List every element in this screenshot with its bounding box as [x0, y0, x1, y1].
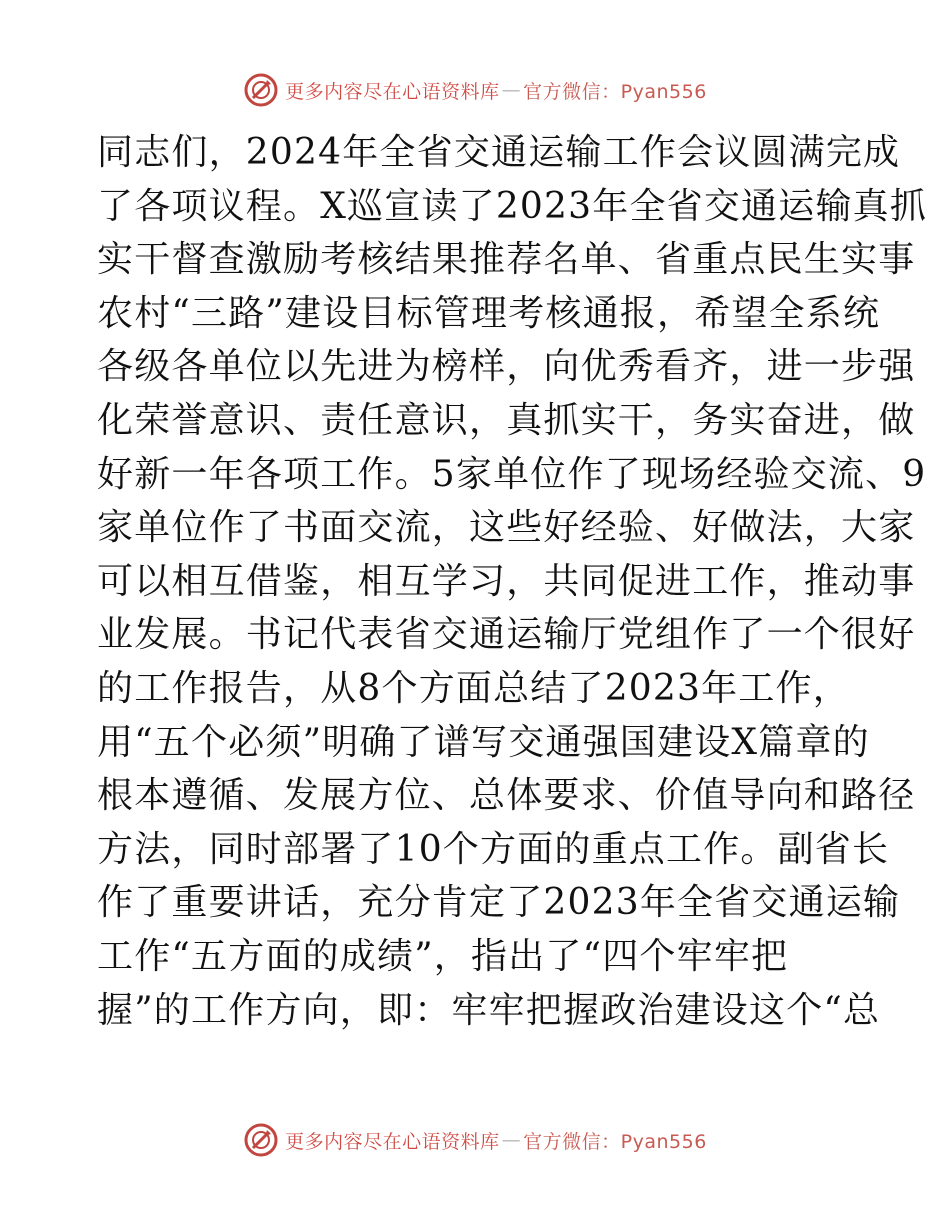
brand-logo-icon — [243, 72, 279, 108]
footer-watermark — [0, 1120, 950, 1160]
body-line: 可以相互借鉴，相互学习，共同促进工作，推动事 — [97, 560, 916, 602]
body-line: 了各项议程。X巡宣读了2023年全省交通运输真抓 — [97, 185, 928, 227]
document-body — [97, 126, 928, 1037]
body-line: 根本遵循、发展方位、总体要求、价值导向和路径 — [97, 775, 916, 817]
body-line: 同志们，2024年全省交通运输工作会议圆满完成 — [97, 132, 901, 173]
watermark-suffix: 官方微信：Pyan556 — [523, 1130, 707, 1153]
body-line: 的工作报告，从8个方面总结了2023年工作， — [97, 667, 850, 709]
body-line: 家单位作了书面交流，这些好经验、好做法，大家 — [97, 507, 916, 549]
watermark-suffix: 官方微信：Pyan556 — [523, 80, 707, 103]
body-line: 各级各单位以先进为榜样，向优秀看齐，进一步强 — [97, 346, 916, 388]
body-line: 作了重要讲话，充分肯定了2023年全省交通运输 — [97, 882, 901, 924]
body-line: 握”的工作方向，即：牢牢把握政治建设这个“总 — [97, 989, 881, 1031]
body-line: 好新一年各项工作。5家单位作了现场经验交流、9 — [97, 453, 927, 495]
body-line: 方法，同时部署了10个方面的重点工作。副省长 — [97, 828, 890, 870]
body-line: 业发展。书记代表省交通运输厅党组作了一个很好 — [97, 614, 916, 656]
watermark-brand: 更多内容尽在心语资料库 — [285, 80, 500, 103]
header-watermark — [0, 70, 950, 110]
watermark-separator: — — [501, 79, 522, 101]
watermark-brand: 更多内容尽在心语资料库 — [285, 1130, 500, 1153]
body-line: 实干督查激励考核结果推荐名单、省重点民生实事 — [97, 239, 916, 281]
watermark-separator: — — [501, 1129, 522, 1151]
body-line: 农村“三路”建设目标管理考核通报，希望全系统 — [97, 292, 881, 334]
body-line: 工作“五方面的成绩”，指出了“四个牢牢把 — [97, 935, 789, 977]
body-line: 用“五个必须”明确了谱写交通强国建设X篇章的 — [97, 721, 870, 763]
body-line: 化荣誉意识、责任意识，真抓实干，务实奋进，做 — [97, 399, 916, 441]
brand-logo-icon — [243, 1122, 279, 1158]
